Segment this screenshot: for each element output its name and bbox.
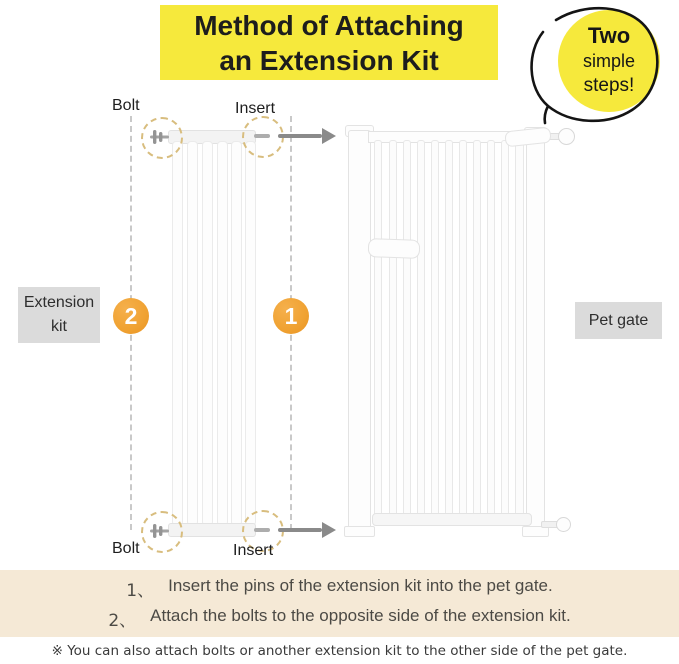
- arrow-head: [322, 522, 336, 538]
- gate-bar: [501, 140, 509, 518]
- step-2: [108, 606, 570, 631]
- highlight-circle-bolt-bottom: [141, 511, 183, 553]
- gate-left-foot: [344, 526, 375, 537]
- page-title-line1: Method of Attaching: [194, 9, 464, 41]
- kit-bar: [245, 141, 256, 526]
- badge-line1: Two: [587, 23, 631, 48]
- badge-line2: simple: [582, 51, 635, 71]
- step-2-text: Attach the bolts to the opposite side of the extension kit.: [150, 606, 571, 625]
- extension-kit-label: [18, 287, 100, 343]
- badge-line3: steps!: [583, 75, 635, 96]
- label-insert-top: Insert: [235, 100, 276, 117]
- step-marker-1: 1: [273, 298, 309, 334]
- gate-bar: [374, 140, 382, 518]
- gate-lock-handle: [368, 238, 421, 259]
- gate-right-post: [526, 130, 545, 532]
- gate-bar: [417, 140, 425, 518]
- gate-bar: [487, 140, 495, 518]
- arrow-shaft: [278, 134, 322, 138]
- gate-door-edge-bar: [515, 140, 524, 518]
- step-1-text: Insert the pins of the extension kit into the pet gate.: [168, 576, 553, 595]
- step-1: [126, 576, 552, 601]
- label-insert-bottom: Insert: [233, 542, 274, 559]
- arrow-right-icon: [278, 128, 336, 144]
- arrow-right-icon: [278, 522, 336, 538]
- pet-gate-label: Pet gate: [575, 302, 662, 339]
- kit-bar: [187, 141, 198, 526]
- label-bolt-top: Bolt: [112, 97, 140, 114]
- page-title: [160, 5, 498, 80]
- gate-bar: [403, 140, 411, 518]
- extension-kit-label-line1: Extension: [23, 294, 95, 311]
- kit-bar: [231, 141, 242, 526]
- label-bolt-bottom: Bolt: [112, 540, 140, 557]
- footnote: ※ You can also attach bolts or another extension kit to the other side of the pet gate.: [51, 643, 628, 659]
- arrow-shaft: [278, 528, 322, 532]
- extension-kit-label-line2: kit: [51, 318, 67, 335]
- page-title-line2: an Extension Kit: [219, 44, 439, 76]
- kit-bar: [202, 141, 213, 526]
- gate-bar: [389, 140, 397, 518]
- gate-bar: [459, 140, 467, 518]
- gate-bar: [431, 140, 439, 518]
- steps-badge: [558, 10, 660, 112]
- gate-bolt-knob-top: [558, 128, 575, 145]
- gate-threshold-bar: [372, 513, 532, 526]
- step-2-number: 2、: [108, 611, 137, 631]
- arrow-head: [322, 128, 336, 144]
- gate-left-post: [348, 130, 371, 532]
- gate-bar: [445, 140, 453, 518]
- highlight-circle-bolt-top: [141, 117, 183, 159]
- gate-bar: [473, 140, 481, 518]
- kit-bar: [172, 141, 183, 526]
- gate-bolt-knob-bottom: [556, 517, 571, 532]
- kit-bar: [217, 141, 228, 526]
- step-1-number: 1、: [126, 581, 155, 601]
- steps-panel: [0, 570, 679, 637]
- step-marker-2: 2: [113, 298, 149, 334]
